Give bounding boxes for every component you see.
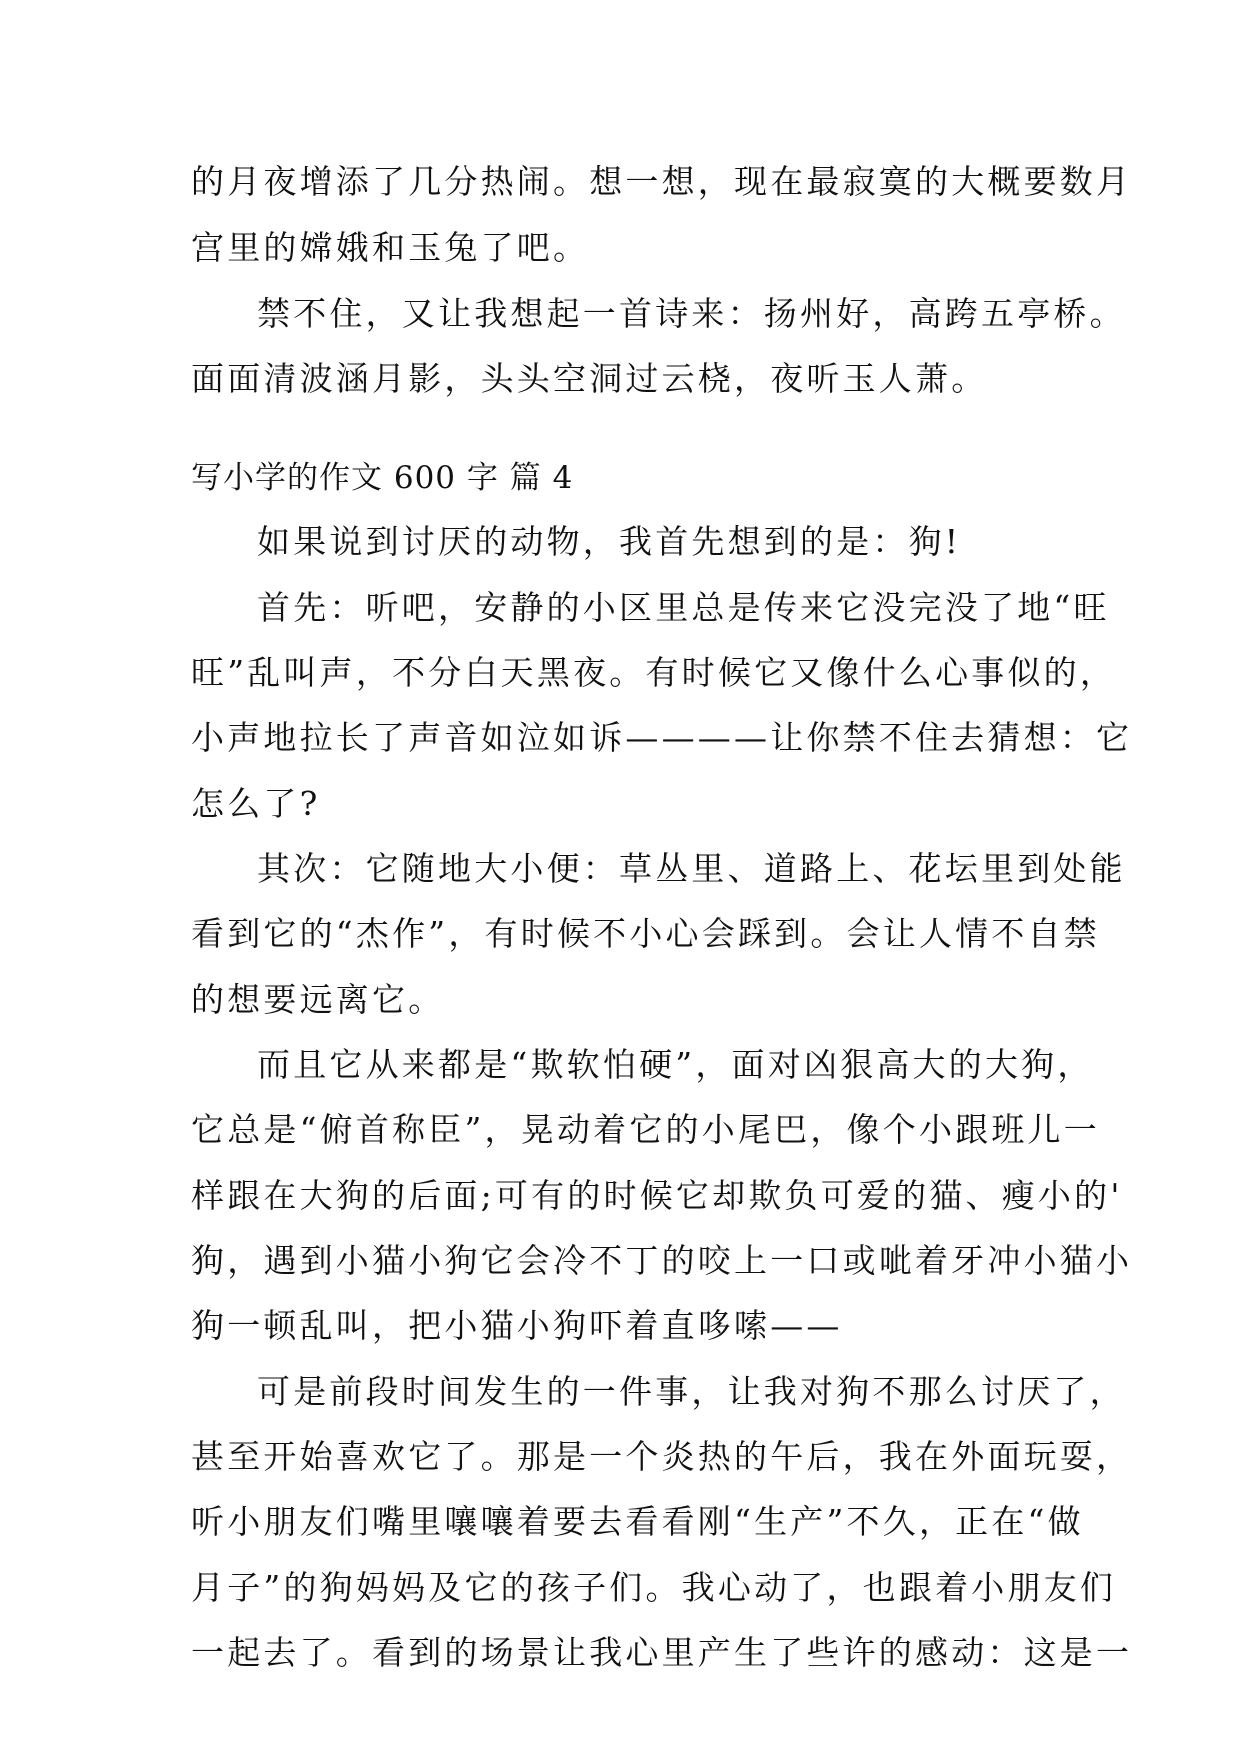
text-line: 旺”乱叫声，不分白天黑夜。有时候它又像什么心事似的， <box>191 653 1117 692</box>
paragraph-first-line: 首先：听吧，安静的小区里总是传来它没完没了地“旺 <box>257 588 1110 627</box>
text-line: 的想要远离它。 <box>191 980 445 1019</box>
text-line: 面面清波涵月影，头头空洞过云桡，夜听玉人萧。 <box>191 359 988 398</box>
text-line: 甚至开始喜欢它了。那是一个炎热的午后，我在外面玩耍， <box>191 1437 1133 1476</box>
text-line: 它总是“俯首称臣”，晃动着它的小尾巴，像个小跟班儿一 <box>191 1110 1100 1149</box>
paragraph-first-line: 如果说到讨厌的动物，我首先想到的是：狗! <box>257 522 962 561</box>
text-line: 样跟在大狗的后面;可有的时候它却欺负可爱的猫、瘦小的' <box>191 1176 1123 1215</box>
text-line: 小声地拉长了声音如泣如诉————让你禁不住去猜想：它 <box>191 718 1133 757</box>
paragraph-first-line: 其次：它随地大小便：草丛里、道路上、花坛里到处能 <box>257 849 1126 888</box>
text-line: 一起去了。看到的场景让我心里产生了些许的感动：这是一 <box>191 1633 1133 1672</box>
text-line: 看到它的“杰作”，有时候不小心会踩到。会让人情不自禁 <box>191 914 1100 953</box>
text-line: 听小朋友们嘴里嚷嚷着要去看看刚“生产”不久，正在“做 <box>191 1502 1084 1541</box>
text-line: 狗，遇到小猫小狗它会冷不丁的咬上一口或呲着牙冲小猫小 <box>191 1241 1133 1280</box>
paragraph-first-line: 可是前段时间发生的一件事，让我对狗不那么讨厌了， <box>257 1372 1126 1411</box>
text-line: 的月夜增添了几分热闹。想一想，现在最寂寞的大概要数月 <box>191 162 1133 201</box>
paragraph-first-line: 而且它从来都是“欺软怕硬”，面对凶狠高大的大狗， <box>257 1045 1094 1084</box>
text-line: 月子”的狗妈妈及它的孩子们。我心动了，也跟着小朋友们 <box>191 1568 1117 1607</box>
section-heading: 写小学的作文 600 字 篇 4 <box>191 460 574 496</box>
paragraph-first-line: 禁不住，又让我想起一首诗来：扬州好，高跨五亭桥。 <box>257 294 1126 333</box>
text-line: 怎么了? <box>191 784 321 823</box>
text-line: 宫里的嫦娥和玉兔了吧。 <box>191 228 590 267</box>
text-line: 狗一顿乱叫，把小猫小狗吓着直哆嗦—— <box>191 1306 843 1345</box>
